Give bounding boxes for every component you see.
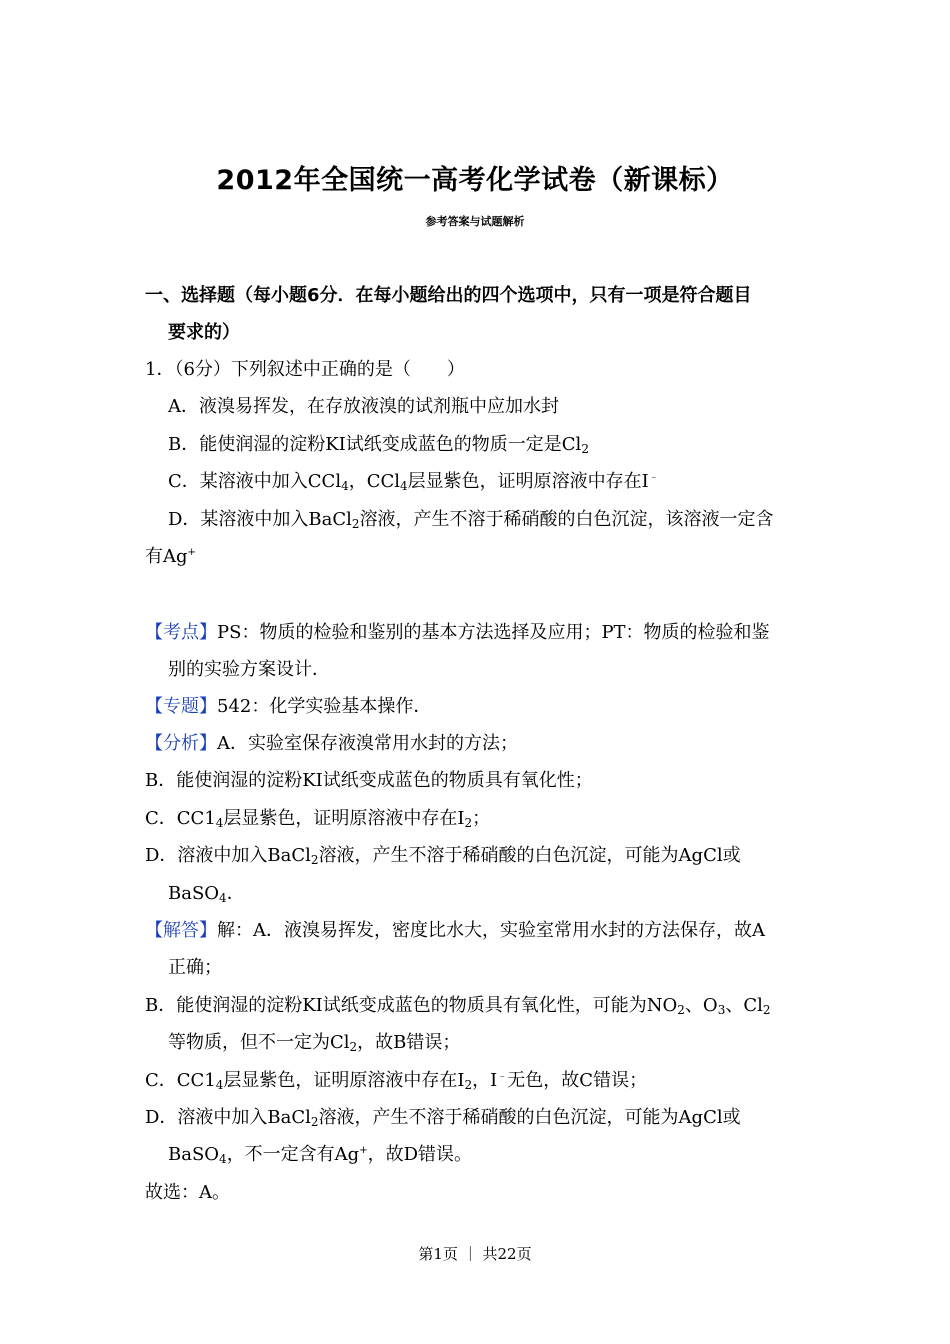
option-b: B．能使润湿的淀粉KI试纸变成蓝色的物质一定是$Cl_2$ bbox=[168, 434, 589, 456]
option-c: C．某溶液中加入CCl$_4$，CCl$_4$层显紫色，证明原溶液中存在I﹣ bbox=[168, 471, 659, 493]
option-a: A．液溴易挥发，在存放液溴的试剂瓶中应加水封 bbox=[168, 396, 559, 417]
fenxi-c: C．$CC1_4$层显紫色，证明原溶液中存在$I_2$； bbox=[145, 808, 491, 830]
jieda-b-cont: 等物质，但不一定为$Cl_2$，故B错误； bbox=[168, 1032, 461, 1054]
page-title: 2012年全国统一高考化学试卷（新课标） bbox=[216, 165, 734, 196]
section-heading: 一、选择题（每小题6分．在每小题给出的四个选项中，只有一项是符合题目 bbox=[145, 285, 752, 306]
fenxi-tag: 【分析】 bbox=[145, 733, 217, 754]
page-footer: 第1页 ｜ 共22页 bbox=[418, 1245, 532, 1263]
fenxi-d: D．溶液中加入BaCl$_2$溶液，产生不溶于稀硝酸的白色沉淀，可能为AgCl或 bbox=[145, 845, 741, 867]
fenxi-b: B．能使润湿的淀粉KI试纸变成蓝色的物质具有氧化性； bbox=[145, 770, 593, 791]
option-d-cont: 有Ag+ bbox=[145, 546, 196, 567]
question-stem: 1．（6分）下列叙述中正确的是（ ） bbox=[145, 359, 465, 380]
kaodian-tag: 【考点】 bbox=[145, 622, 217, 643]
fenxi: 【分析】A．实验室保存液溴常用水封的方法； bbox=[145, 733, 518, 754]
option-d: D．某溶液中加入BaCl$_2$溶液，产生不溶于稀硝酸的白色沉淀，该溶液一定含 bbox=[168, 509, 774, 531]
zhuanti-tag: 【专题】 bbox=[145, 696, 217, 717]
zhuanti: 【专题】542：化学实验基本操作． bbox=[145, 696, 432, 717]
section-heading-cont: 要求的） bbox=[168, 322, 240, 343]
jieda-d: D．溶液中加入BaCl$_2$溶液，产生不溶于稀硝酸的白色沉淀，可能为AgCl或 bbox=[145, 1107, 741, 1129]
jieda-a-cont: 正确； bbox=[168, 957, 222, 978]
jieda-tag: 【解答】 bbox=[145, 920, 217, 941]
kaodian: 【考点】PS：物质的检验和鉴别的基本方法选择及应用；PT：物质的检验和鉴 bbox=[145, 622, 770, 643]
final-answer: 故选：A。 bbox=[145, 1182, 230, 1203]
jieda-b: B．能使润湿的淀粉KI试纸变成蓝色的物质具有氧化性，可能为$NO_2$、$O_3$、$Cl_2$ bbox=[145, 995, 771, 1017]
jieda: 【解答】解：A．液溴易挥发，密度比水大，实验室常用水封的方法保存，故A bbox=[145, 920, 765, 941]
kaodian-cont: 别的实验方案设计． bbox=[168, 659, 330, 680]
page-subtitle: 参考答案与试题解析 bbox=[425, 215, 525, 228]
jieda-d-cont: BaSO$_4$，不一定含有Ag+，故D错误。 bbox=[168, 1144, 473, 1166]
jieda-c: C．$CC1_4$层显紫色，证明原溶液中存在$I_2$，I﹣无色，故C错误； bbox=[145, 1070, 648, 1092]
fenxi-d-cont: BaSO$_4$． bbox=[168, 883, 245, 905]
